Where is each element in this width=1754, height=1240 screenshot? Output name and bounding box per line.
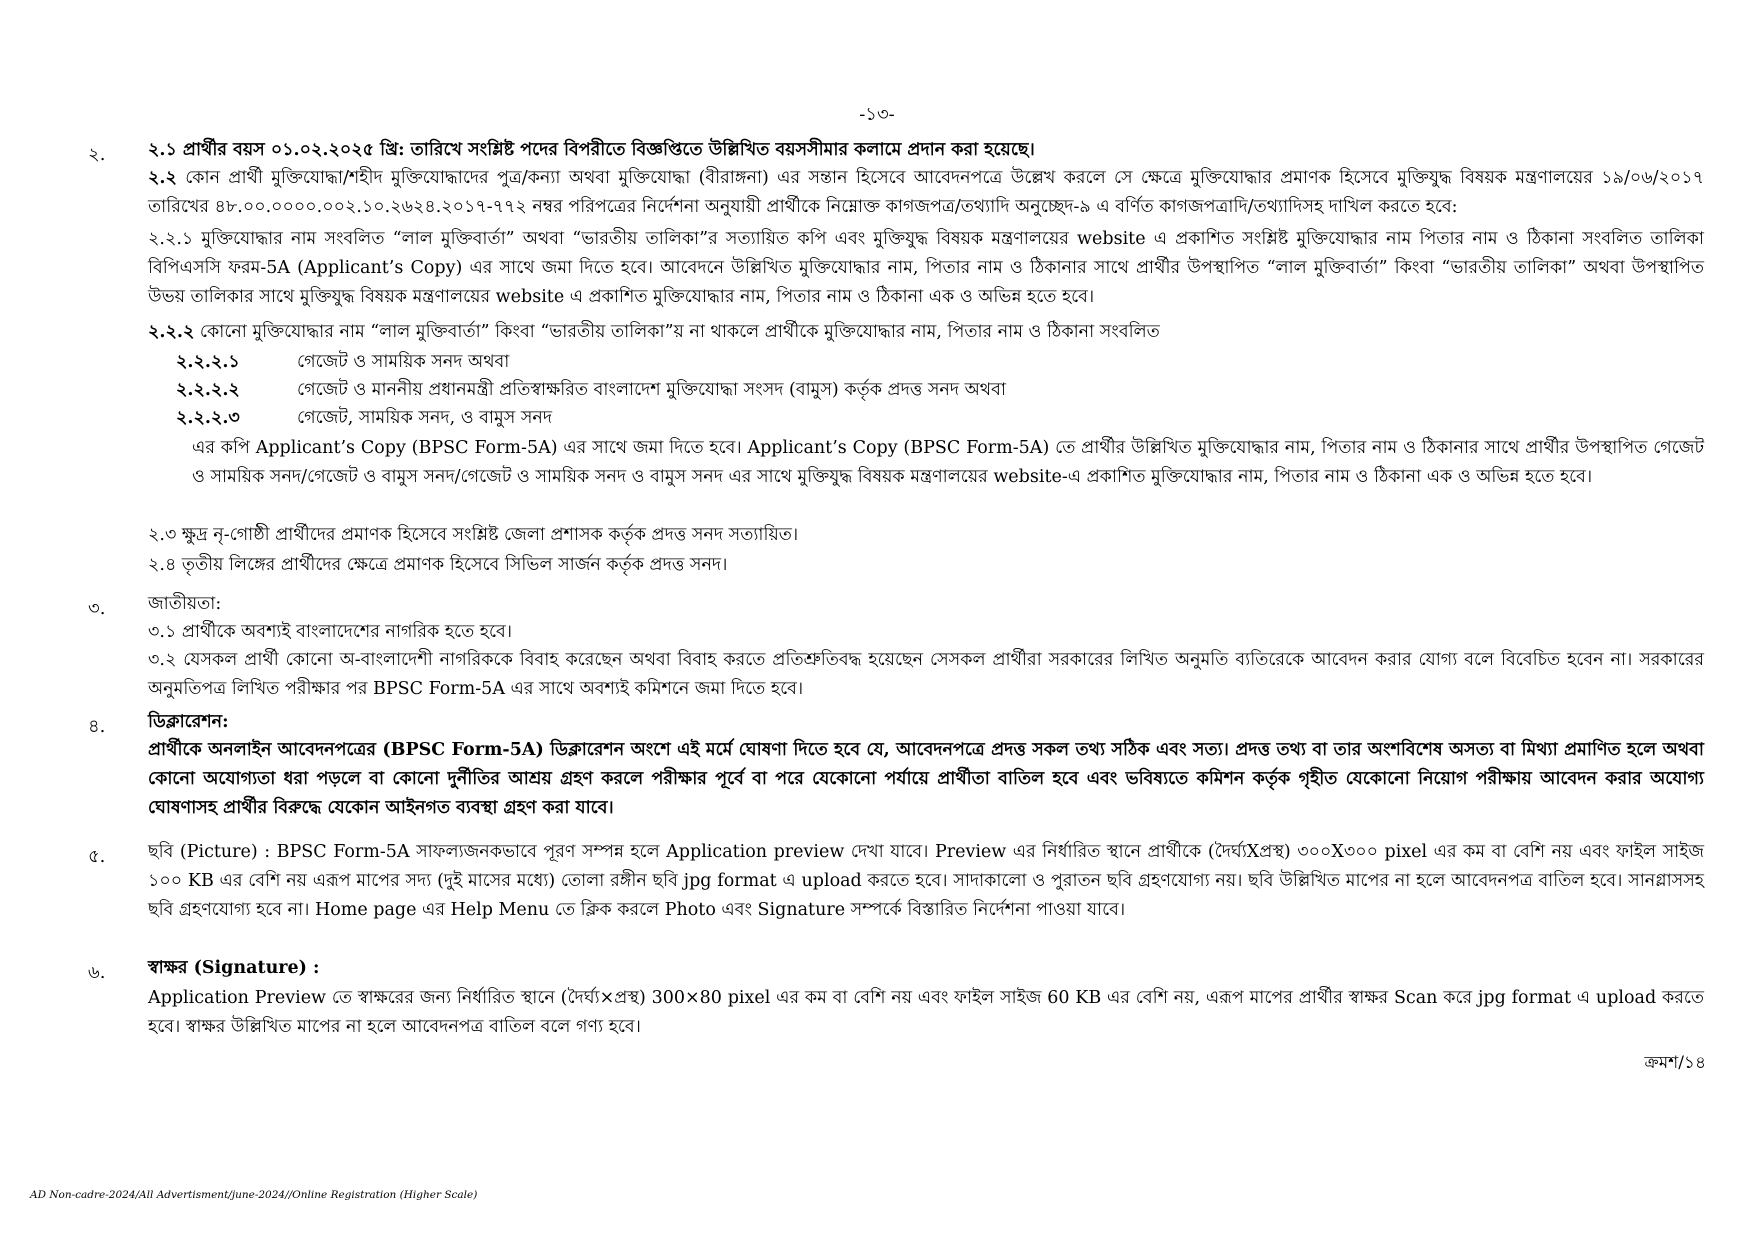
section-6-number: ৬. [88, 962, 106, 983]
para-3-2: ৩.২ যেসকল প্রার্থী কোনো অ-বাংলাদেশী নাগরিককে বিবাহ করেছেন অথবা বিবাহ করতে প্রতিশ্রুতিবদ্ধ হয়েছেন সেসকল প্রার্থীরা সরকারের লিখিত অনুমতি ব্যতিরেকে আবেদন করার যোগ্য বলে বিবেচিত হবেন না। সরকারের অনুমতিপত্র লিখিত পরীক্ষার পর BPSC Form-5A এর সাথে অবশ্যই কমিশনে জমা দিতে হবে। [148, 650, 1704, 699]
para-2-2-2-text: কোনো মুক্তিযোদ্ধার নাম “লাল মুক্তিবার্তা” কিংবা “ভারতীয় তালিকা”য় না থাকলে প্রার্থীকে মুক্তিযোদ্ধার নাম, পিতার নাম ও ঠিকানা সংবলিত [199, 322, 1160, 342]
sub-item-number: ২.২.২.৩ [176, 408, 240, 428]
page-number: -১৩- [859, 104, 895, 125]
section-4-number: ৪. [88, 716, 106, 737]
para-3-1: ৩.১ প্রার্থীকে অবশ্যই বাংলাদেশের নাগরিক হতে হবে। [148, 622, 512, 642]
para-2-3: ২.৩ ক্ষুদ্র নৃ-গোষ্ঠী প্রার্থীদের প্রমাণক হিসেবে সংশ্লিষ্ট জেলা প্রশাসক কর্তৃক প্রদত্ত সনদ সত্যায়িত। [148, 525, 799, 545]
para-2-2-2-number: ২.২.২ [148, 322, 195, 342]
sub-item-text: গেজেট ও সাময়িক সনদ অথবা [297, 352, 510, 372]
section-3-number: ৩. [88, 598, 106, 619]
para-4-declaration: প্রার্থীকে অনলাইন আবেদনপত্রের (BPSC Form-5A) ডিক্লারেশন অংশে এই মর্মে ঘোষণা দিতে হবে যে, আবেদনপত্রে প্রদত্ত সকল তথ্য সঠিক এবং সত্য। প্রদত্ত তথ্য বা তার অংশবিশেষ অসত্য বা মিথ্যা প্রমাণিত হলে অথবা কোনো অযোগ্যতা ধরা পড়লে বা কোনো দুর্নীতির আশ্রয় গ্রহণ করলে পরীক্ষার পূর্বে বা পরে যেকোনো পর্যায়ে প্রার্থীতা বাতিল হবে এবং ভবিষ্যতে কমিশন কর্তৃক গৃহীত যেকোনো নিয়োগ পরীক্ষায় আবেদন করার অযোগ্য ঘোষণাসহ প্রার্থীর বিরুদ্ধে যেকোন আইনগত ব্যবস্থা গ্রহণ করা যাবে। [148, 740, 1704, 818]
section-2-number: ২. [88, 144, 106, 165]
para-2-2-2-after: এর কপি Applicant’s Copy (BPSC Form-5A) এর সাথে জমা দিতে হবে। Applicant’s Copy (BPSC Form-5A) তে প্রার্থীর উল্লিখিত মুক্তিযোদ্ধার নাম, পিতার নাম ও ঠিকানার সাথে প্রার্থীর উপস্থাপিত গেজেট ও সাময়িক সনদ/গেজেট ও বামুস সনদ/গেজেট ও সাময়িক সনদ ও বামুস সনদ এর সাথে মুক্তিযুদ্ধ বিষয়ক মন্ত্রণালয়ের website-এ প্রকাশিত মুক্তিযোদ্ধার নাম, পিতার নাম ও ঠিকানা এক ও অভিন্ন হতে হবে। [192, 438, 1704, 487]
para-2-2-2 [148, 318, 1160, 346]
section-3-heading: জাতীয়তা: [148, 594, 222, 614]
para-2-2-text: কোন প্রার্থী মুক্তিযোদ্ধা/শহীদ মুক্তিযোদ্ধাদের পুত্র/কন্যা অথবা মুক্তিযোদ্ধা (বীরাঙ্গনা) এর সন্তান হিসেবে আবেদনপত্রে উল্লেখ করলে সে ক্ষেত্রে মুক্তিযোদ্ধার প্রমাণক হিসেবে মুক্তিযুদ্ধ বিষয়ক মন্ত্রণালয়ের ১৯/০৬/২০১৭ তারিখের ৪৮.০০.০০০০.০০২.১০.২৬২৪.২০১৭-৭৭২ নম্বর পরিপত্রের নির্দেশনা অনুযায়ী প্রার্থীকে নিম্নোক্ত কাগজপত্র/তথ্যাদি অনুচ্ছেদ-৯ এ বর্ণিত কাগজপত্রাদি/তথ্যাদিসহ দাখিল করতে হবে: [148, 168, 1704, 217]
para-2-1: ২.১ প্রার্থীর বয়স ০১.০২.২০২৫ খ্রি: তারিখে সংশ্লিষ্ট পদের বিপরীতে বিজ্ঞপ্তিতে উল্লিখিত বয়সসীমার কলামে প্রদান করা হয়েছে। [148, 140, 1035, 160]
section-5-number: ৫. [88, 846, 106, 867]
sub-item-number: ২.২.২.২ [176, 380, 240, 400]
para-2-4: ২.৪ তৃতীয় লিঙ্গের প্রার্থীদের ক্ষেত্রে প্রমাণক হিসেবে সিভিল সার্জন কর্তৃক প্রদত্ত সনদ। [148, 555, 728, 575]
section-6-heading: স্বাক্ষর (Signature) : [148, 958, 320, 978]
para-2-2-number: ২.২ [148, 168, 177, 188]
footer-path: AD Non-cadre-2024/All Advertisment/june-2024//Online Registration (Higher Scale) [30, 1189, 478, 1201]
continued-note: ক্রমশ/১৪ [1644, 1053, 1706, 1073]
sub-item-text: গেজেট, সাময়িক সনদ, ও বামুস সনদ [297, 408, 553, 428]
sub-item-number: ২.২.২.১ [176, 352, 240, 372]
para-5-picture: ছবি (Picture) : BPSC Form-5A সাফল্যজনকভাবে পূরণ সম্পন্ন হলে Application preview দেখা যাবে। Preview এর নির্ধারিত স্থানে প্রার্থীকে (দৈর্ঘ্যXপ্রস্থ) ৩০০X৩০০ pixel এর কম বা বেশি নয় এবং ফাইল সাইজ ১০০ KB এর বেশি নয় এরূপ মাপের সদ্য (দুই মাসের মধ্যে) তোলা রঙ্গীন ছবি jpg format এ upload করতে হবে। সাদাকালো ও পুরাতন ছবি গ্রহণযোগ্য নয়। ছবি উল্লিখিত মাপের না হলে আবেদনপত্র বাতিল হবে। সানগ্লাসসহ ছবি গ্রহণযোগ্য হবে না। Home page এর Help Menu তে ক্লিক করলে Photo এবং Signature সম্পর্কে বিস্তারিত নির্দেশনা পাওয়া যাবে। [148, 842, 1704, 920]
para-2-2-1: ২.২.১ মুক্তিযোদ্ধার নাম সংবলিত “লাল মুক্তিবার্তা” অথবা “ভারতীয় তালিকা”র সত্যায়িত কপি এবং মুক্তিযুদ্ধ বিষয়ক মন্ত্রণালয়ের website এ প্রকাশিত সংশ্লিষ্ট মুক্তিযোদ্ধার নাম পিতার নাম ও ঠিকানা সংবলিত তালিকা বিপিএসসি ফরম-5A (Applicant’s Copy) এর সাথে জমা দিতে হবে। আবেদনে উল্লিখিত মুক্তিযোদ্ধার নাম, পিতার নাম ও ঠিকানার সাথে প্রার্থীর উপস্থাপিত “লাল মুক্তিবার্তা” কিংবা “ভারতীয় তালিকা” অথবা উপস্থাপিত উভয় তালিকার সাথে মুক্তিযুদ্ধ বিষয়ক মন্ত্রণালয়ের website এ প্রকাশিত মুক্তিযোদ্ধার নাম, পিতার নাম ও ঠিকানা এক ও অভিন্ন হতে হবে। [148, 229, 1704, 307]
sub-item-text: গেজেট ও মাননীয় প্রধানমন্ত্রী প্রতিস্বাক্ষরিত বাংলাদেশ মুক্তিযোদ্ধা সংসদ (বামুস) কর্তৃক প্রদত্ত সনদ অথবা [297, 380, 1006, 400]
section-4-heading: ডিক্লারেশন: [148, 712, 229, 732]
para-6-signature: Application Preview তে স্বাক্ষরের জন্য নির্ধারিত স্থানে (দৈর্ঘ্য×প্রস্থ) 300×80 pixel এর কম বা বেশি নয় এবং ফাইল সাইজ 60 KB এর বেশি নয়, এরূপ মাপের প্রার্থীর স্বাক্ষর Scan করে jpg format এ upload করতে হবে। স্বাক্ষর উল্লিখিত মাপের না হলে আবেদনপত্র বাতিল বলে গণ্য হবে। [148, 988, 1704, 1037]
para-2-2 [148, 164, 1704, 222]
